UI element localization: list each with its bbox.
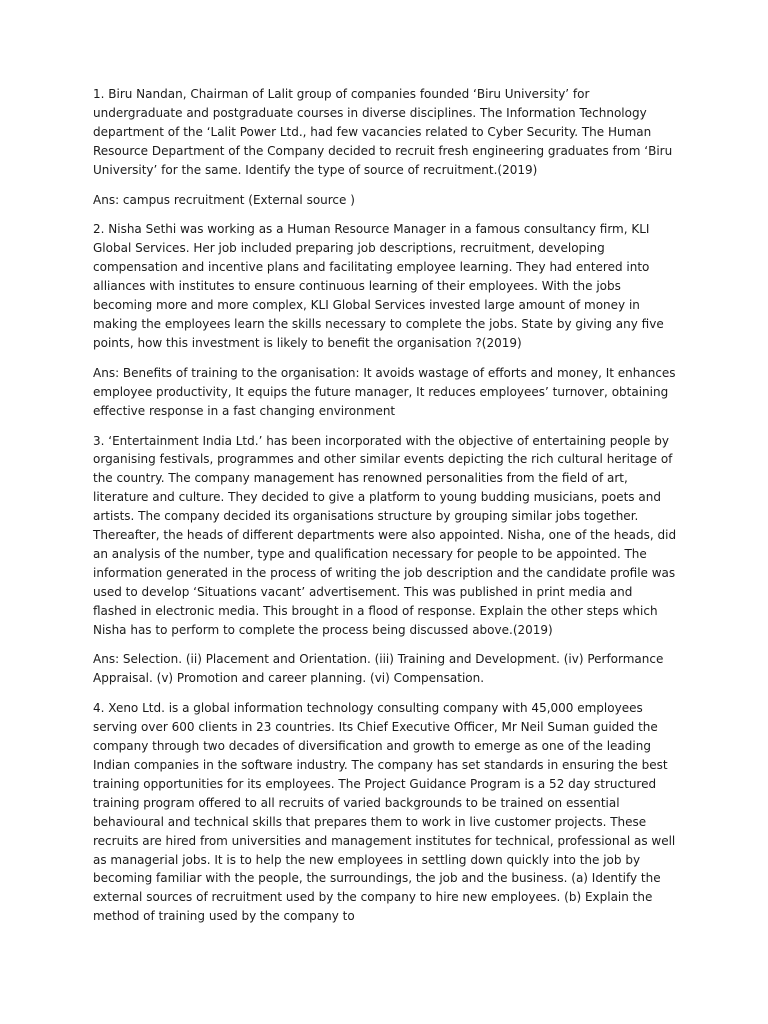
- question-4: 4. Xeno Ltd. is a global information technology consulting company with 45,000 employees serving over 600 clients in 23 countries. Its Chief Executive Officer, Mr Neil Suman guided the company through two decades of diversification and growth to emerge as one of the leading Indian companies in the software industry. The company has set standards in ensuring the best training opportunities for its employees. The Project Guidance Program is a 52 day structured training program offered to all recruits of varied backgrounds to be trained on essential behavioural and technical skills that prepares them to work in live customer projects. These recruits are hired from universities and management institutes for technical, professional as well as managerial jobs. It is to help the new employees in settling down quickly into the job by becoming familiar with the people, the surroundings, the job and the business. (a) Identify the external sources of recruitment used by the company to hire new employees. (b) Explain the method of training used by the company to: [93, 701, 676, 924]
- answer-1: Ans: campus recruitment (External source ): [93, 192, 355, 207]
- answer-2: Ans: Benefits of training to the organisation: It avoids wastage of efforts and money, It enhances employee productivity, It equips the future manager, It reduces employees’ turnover, obtaining effective response in a fast changing environment: [93, 365, 676, 418]
- question-3: 3. ‘Entertainment India Ltd.’ has been incorporated with the objective of entertaining people by organising festivals, programmes and other similar events depicting the rich cultural heritage of the country. The company management has renowned personalities from the field of art, literature and culture. They decided to give a platform to young budding musicians, poets and artists. The company decided its organisations structure by grouping similar jobs together. Thereafter, the heads of different departments were also appointed. Nisha, one of the heads, did an analysis of the number, type and qualification necessary for people to be appointed. The information generated in the process of writing the job description and the candidate profile was used to develop ‘Situations vacant’ advertisement. This was published in print media and flashed in electronic media. This brought in a flood of response. Explain the other steps which Nisha has to perform to complete the process being discussed above.(2019): [93, 433, 677, 637]
- document-body: [93, 85, 677, 937]
- question-1: 1. Biru Nandan, Chairman of Lalit group of companies founded ‘Biru University’ for undergraduate and postgraduate courses in diverse disciplines. The Information Technology department of the ‘Lalit Power Ltd., had few vacancies related to Cyber Security. The Human Resource Department of the Company decided to recruit fresh engineering graduates from ‘Biru University’ for the same. Identify the type of source of recruitment.(2019): [93, 87, 673, 177]
- question-2: 2. Nisha Sethi was working as a Human Resource Manager in a famous consultancy firm, KLI Global Services. Her job included preparing job descriptions, recruitment, developing compensation and incentive plans and facilitating employee learning. They had entered into alliances with institutes to ensure continuous learning of their employees. With the jobs becoming more and more complex, KLI Global Services invested large amount of money in making the employees learn the skills necessary to complete the jobs. State by giving any five points, how this investment is likely to benefit the organisation ?(2019): [93, 222, 664, 350]
- answer-3: Ans: Selection. (ii) Placement and Orientation. (iii) Training and Development. (iv) Performance Appraisal. (v) Promotion and career planning. (vi) Compensation.: [93, 652, 664, 686]
